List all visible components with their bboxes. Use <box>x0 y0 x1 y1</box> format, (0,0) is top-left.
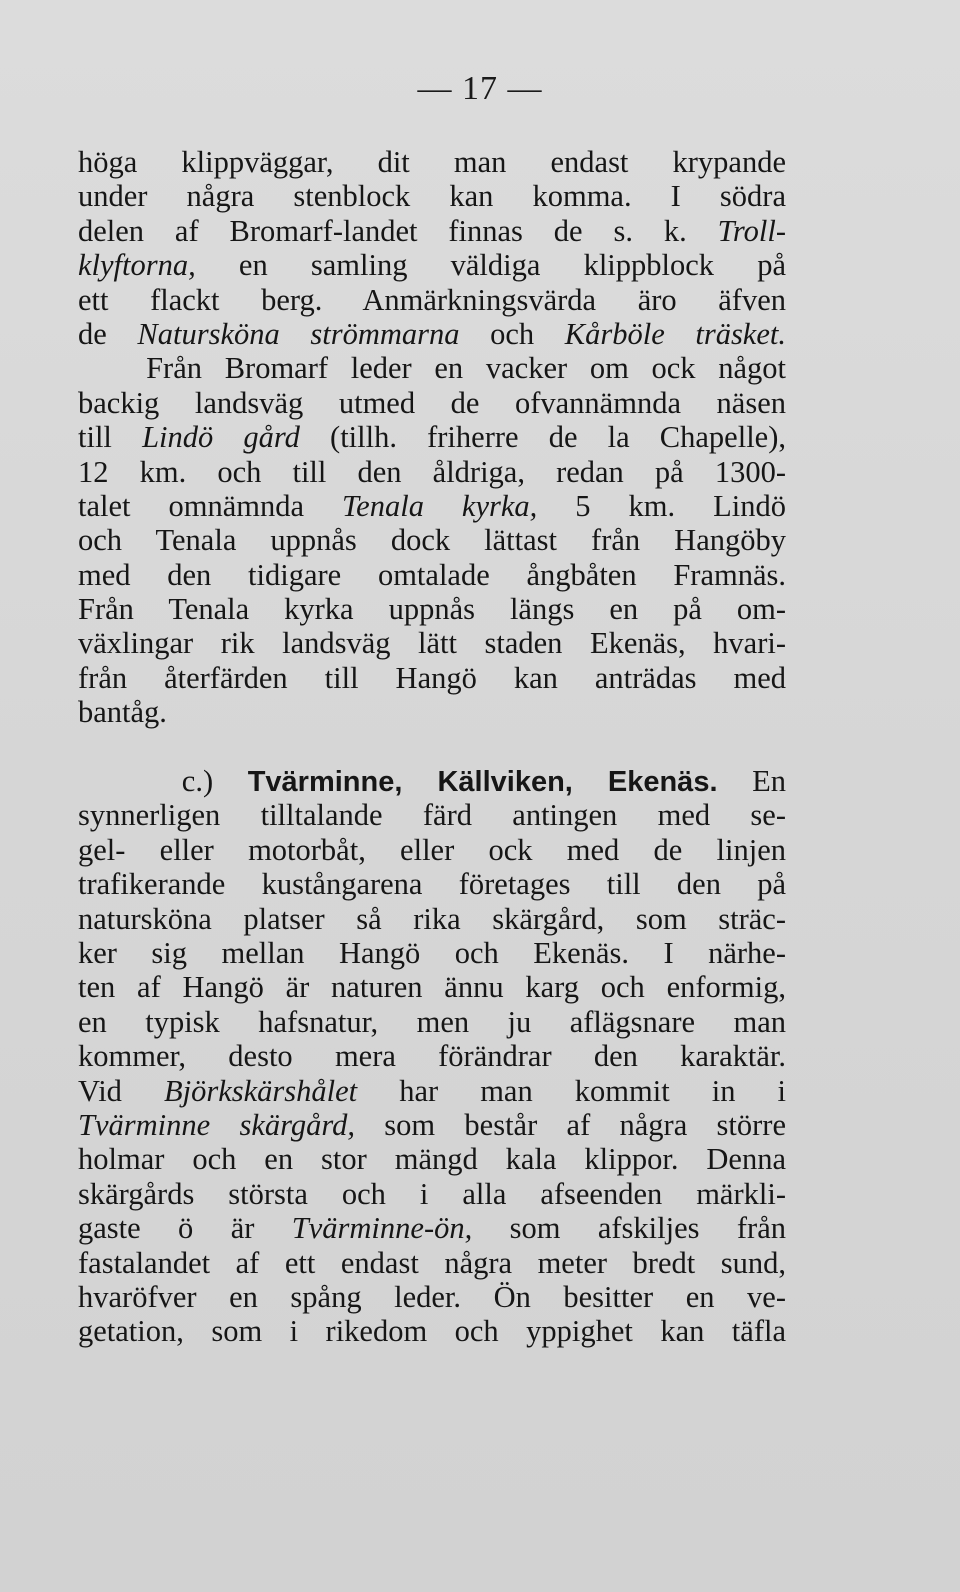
text-line <box>78 386 786 420</box>
text-segment: getation, som i rikedom och yppighet kan täfla <box>78 1314 786 1349</box>
text-segment: synnerligen tilltalande färd antingen med se- <box>78 798 786 833</box>
text-segment: fastalandet af ett endast några meter bredt sund, <box>78 1245 786 1280</box>
italic-text: Natursköna strömmarna <box>137 316 460 351</box>
body-text <box>78 145 786 1349</box>
text-segment: höga klippväggar, dit man endast krypande <box>78 145 786 179</box>
text-line <box>78 1314 786 1348</box>
text-segment: ett flackt berg. Anmärkningsvärda äro äfven <box>78 282 786 317</box>
italic-text: Troll- <box>717 213 786 248</box>
text-line <box>78 1108 786 1142</box>
text-segment: delen af Bromarf-landet finnas de s. k. <box>78 213 718 248</box>
text-line <box>78 1074 786 1108</box>
text-line <box>78 351 786 385</box>
italic-text: Björkskärshålet <box>163 1073 358 1108</box>
section-heading: Tvärminne, Källviken, Ekenäs. <box>247 766 718 799</box>
text-segment: från återfärden till Hangö kan anträdas med <box>78 660 786 695</box>
text-segment: Från Tenala kyrka uppnås längs en på om- <box>78 592 786 627</box>
text-segment: c.) <box>78 764 248 799</box>
text-segment: gaste ö är <box>78 1211 292 1246</box>
text-line <box>78 764 786 798</box>
text-segment: Från Bromarf leder en vacker om ock något <box>78 351 786 386</box>
text-segment: 5 km. Lindö <box>537 488 786 523</box>
text-line <box>78 1246 786 1280</box>
text-line <box>78 592 786 626</box>
italic-text: Kårböle träsket. <box>564 316 786 351</box>
text-segment: de <box>78 316 138 351</box>
text-segment: holmar och en stor mängd kala klippor. Denna <box>78 1142 786 1177</box>
text-line <box>78 420 786 454</box>
text-line <box>78 936 786 970</box>
text-line <box>78 661 786 695</box>
text-line <box>78 179 786 213</box>
italic-text: Tenala kyrka, <box>342 488 538 523</box>
text-line <box>78 1005 786 1039</box>
text-segment: kommer, desto mera förändrar den karaktär. <box>78 1039 786 1074</box>
text-line <box>78 489 786 523</box>
page-number: — 17 — <box>417 70 543 107</box>
text-line <box>78 695 786 729</box>
text-segment: en typisk hafsnatur, men ju aflägsnare man <box>78 1004 786 1039</box>
text-segment: till <box>78 420 143 455</box>
text-line <box>78 970 786 1004</box>
text-segment: gel- eller motorbåt, eller ock med de linjen <box>78 832 786 867</box>
text-segment: och Tenala uppnås dock lättast från Hangöby <box>78 523 786 558</box>
text-segment: ker sig mellan Hangö och Ekenäs. I närhe- <box>78 935 786 970</box>
italic-text: klyftorna, <box>78 248 196 283</box>
text-segment: 12 km. och till den åldriga, redan på 1300- <box>78 454 786 489</box>
text-segment: natursköna platser så rika skärgård, som sträc- <box>78 901 786 936</box>
text-segment: backig landsväg utmed de ofvannämnda näsen <box>78 385 786 420</box>
text-segment: som består af några större <box>354 1107 786 1142</box>
text-line <box>78 1211 786 1245</box>
paragraph-gap <box>78 730 786 764</box>
text-segment: skärgårds största och i alla afseenden märkli- <box>78 1176 786 1211</box>
text-line <box>78 867 786 901</box>
text-line <box>78 317 786 351</box>
text-line <box>78 283 786 317</box>
text-line <box>78 145 786 179</box>
text-segment: med den tidigare omtalade ångbåten Framnäs. <box>78 557 786 592</box>
text-segment: under några stenblock kan komma. I södra <box>78 179 786 214</box>
italic-text: Lindö gård <box>142 420 300 455</box>
text-line <box>78 1177 786 1211</box>
text-line <box>78 558 786 592</box>
text-segment: hvaröfver en spång leder. Ön besitter en ve- <box>78 1279 786 1314</box>
text-line <box>78 1039 786 1073</box>
text-line <box>78 455 786 489</box>
text-line <box>78 248 786 282</box>
text-line <box>78 1280 786 1314</box>
text-line <box>78 833 786 867</box>
text-segment: (tillh. friherre de la Chapelle), <box>299 420 786 455</box>
text-line <box>78 1142 786 1176</box>
text-segment: En <box>717 764 786 799</box>
text-segment: har man kommit in i <box>357 1073 786 1108</box>
text-segment: bantåg. <box>78 695 167 730</box>
text-segment: en samling väldiga klippblock på <box>195 248 786 283</box>
text-segment: Vid <box>78 1073 164 1108</box>
text-segment: och <box>459 316 565 351</box>
text-segment: talet omnämnda <box>78 488 343 523</box>
italic-text: Tvärminne skärgård, <box>78 1107 355 1142</box>
text-line <box>78 626 786 660</box>
text-line <box>78 798 786 832</box>
text-segment: växlingar rik landsväg lätt staden Ekenäs, hvari- <box>78 626 786 661</box>
text-segment: ten af Hangö är naturen ännu karg och enformig, <box>78 970 786 1005</box>
text-segment: som afskiljes från <box>472 1211 786 1246</box>
text-segment: trafikerande kustångarena företages till den på <box>78 867 786 902</box>
text-line <box>78 902 786 936</box>
italic-text: Tvärminne-ön, <box>291 1211 473 1246</box>
text-line <box>78 214 786 248</box>
text-line <box>78 523 786 557</box>
